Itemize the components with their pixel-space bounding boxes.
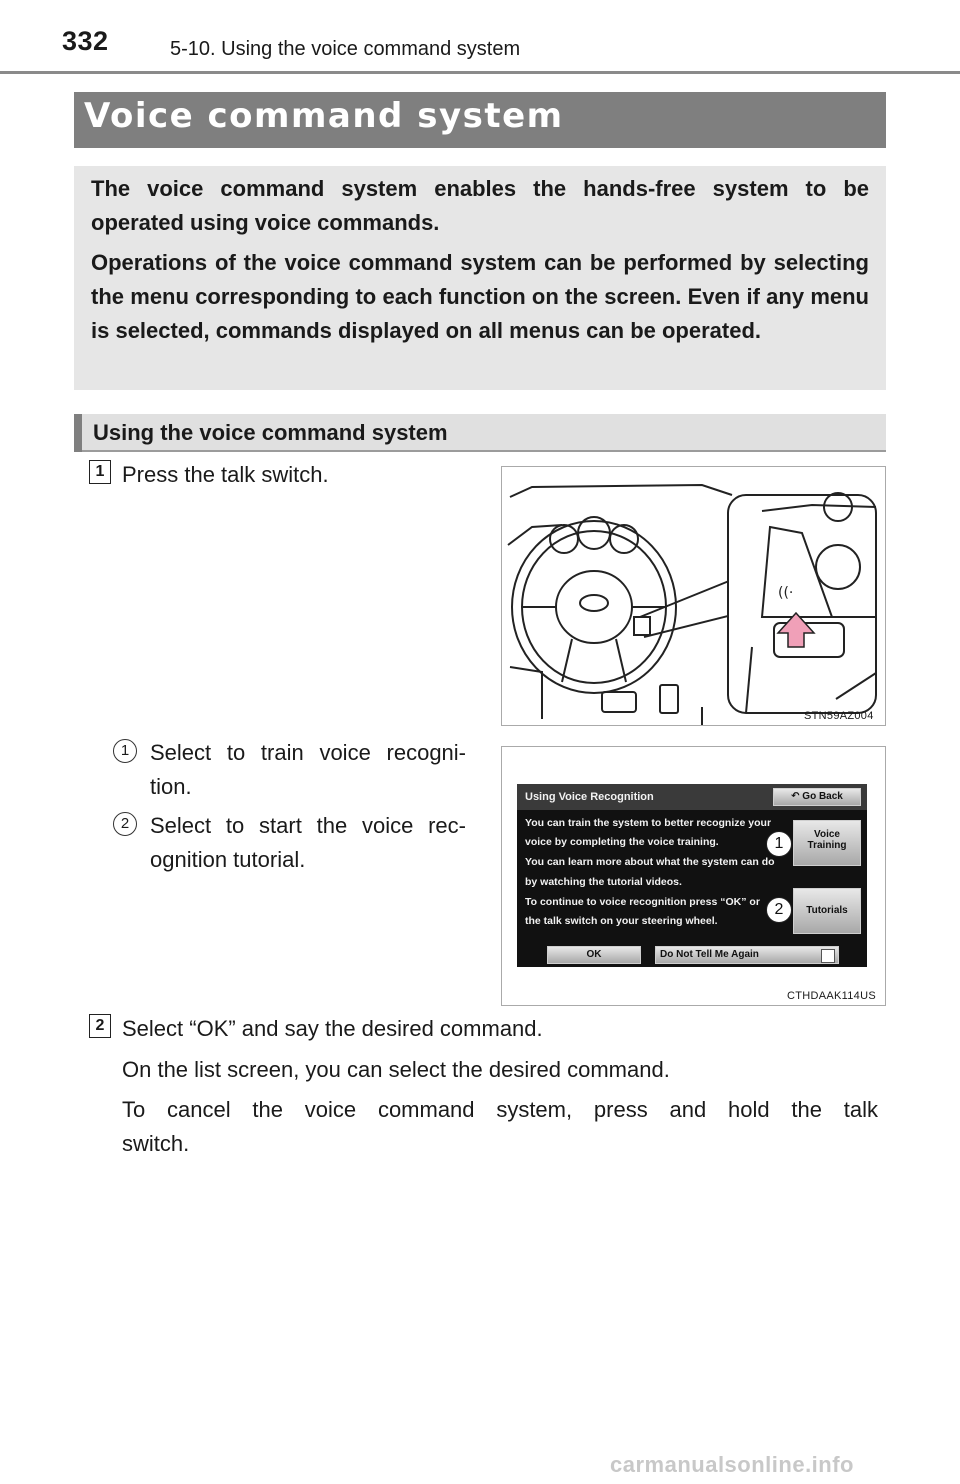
step-marker-2: 2 (89, 1014, 111, 1038)
do-not-tell-me-again-button[interactable]: Do Not Tell Me Again (655, 946, 839, 964)
callout-2: 2 (766, 897, 792, 923)
step-2-note-2-line-1: To cancel the voice command system, press and hold the talk (122, 1097, 878, 1122)
back-arrow-icon: ↶ (791, 791, 800, 802)
item-marker-1: 1 (113, 739, 137, 763)
intro-box (74, 166, 886, 390)
do-not-tell-checkbox[interactable] (821, 949, 835, 963)
voice-training-label-2: Training (807, 840, 847, 851)
screen-line-2: voice by completing the voice training. (525, 836, 719, 848)
tutorials-button[interactable]: Tutorials (793, 888, 861, 934)
subsection-heading: Using the voice command system (93, 420, 448, 445)
screen-title: Using Voice Recognition (525, 791, 654, 803)
step-2-text: Select “OK” and say the desired command. (122, 1016, 543, 1041)
go-back-button[interactable] (773, 788, 861, 806)
step-2-note-2 (122, 1093, 878, 1161)
callout-1: 1 (766, 831, 792, 857)
figure-1-code: STN59AZ004 (804, 710, 874, 722)
voice-recognition-screen (517, 784, 867, 967)
item-2-text (150, 809, 466, 877)
svg-text:((·: ((· (778, 585, 794, 601)
step-2-note-2-line-2: switch. (122, 1131, 190, 1156)
item-1-line-2: tion. (150, 774, 192, 799)
page-title: Voice command system (84, 96, 564, 136)
screen-line-4: by watching the tutorial videos. (525, 876, 682, 888)
watermark: carmanualsonline.info (610, 1452, 854, 1477)
item-1-text (150, 736, 466, 804)
voice-training-label-1: Voice (814, 829, 840, 840)
ok-button[interactable]: OK (547, 946, 641, 964)
step-2-note-1: On the list screen, you can select the desired command. (122, 1057, 670, 1082)
chapter-title: 5-10. Using the voice command system (170, 38, 521, 60)
screen-line-1: You can train the system to better recognize your (525, 817, 772, 829)
screen-line-5: To continue to voice recognition press “OK” or (525, 896, 760, 908)
step-marker-1: 1 (89, 460, 111, 484)
steering-wheel-illustration (502, 467, 885, 725)
voice-training-button[interactable] (793, 820, 861, 866)
item-2-line-2: ognition tutorial. (150, 847, 306, 872)
item-2-line-1: Select to start the voice rec- (150, 813, 466, 838)
item-marker-2: 2 (113, 812, 137, 836)
screen-line-6: the talk switch on your steering wheel. (525, 915, 718, 927)
go-back-label: Go Back (802, 791, 843, 802)
item-1-line-1: Select to train voice recogni- (150, 740, 466, 765)
header-divider (0, 71, 960, 74)
intro-paragraph-2: Operations of the voice command system can be performed by selecting the menu corresponding to each function on the screen. Even if any menu is selected, commands displayed on all menus can be operated. (91, 250, 869, 343)
step-1-text: Press the talk switch. (122, 462, 329, 487)
figure-2-code: CTHDAAK114US (787, 990, 876, 1002)
steering-wheel-figure (501, 466, 886, 726)
page-number: 332 (62, 26, 109, 56)
screen-line-3: You can learn more about what the system can do (525, 856, 775, 868)
subsection-accent (74, 414, 82, 452)
intro-paragraph-1: The voice command system enables the hands-free system to be operated using voice commands. (91, 176, 869, 235)
